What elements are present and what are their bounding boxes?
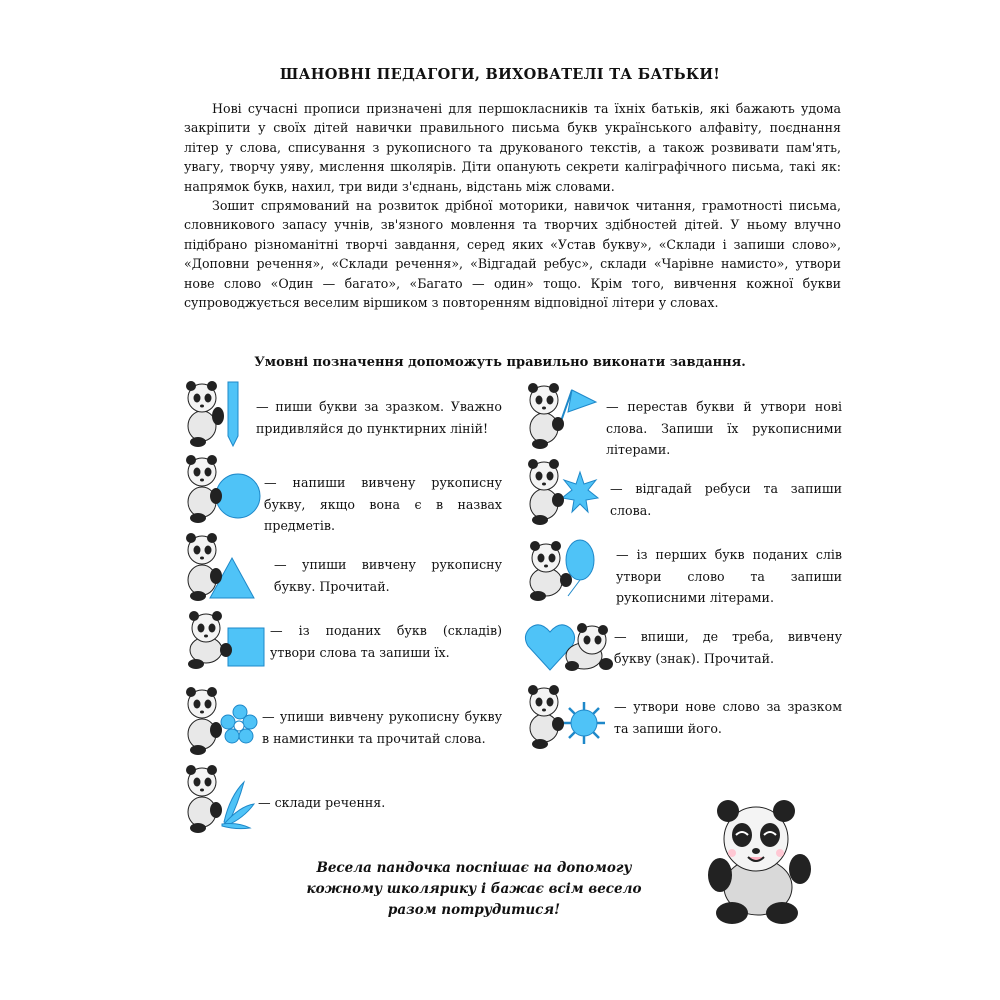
panda-with-sun-icon: [522, 684, 612, 750]
panda-with-pencil-icon: [180, 376, 250, 448]
page-title: ШАНОВНІ ПЕДАГОГИ, ВИХОВАТЕЛІ ТА БАТЬКИ!: [279, 66, 721, 83]
legend-text-flower: — упиши вивчену рукописну букву в намистинки та прочитай слова.: [262, 709, 502, 746]
panda-with-balloon-icon: [522, 534, 612, 606]
legend-text-circle: — напиши вивчену рукописну букву, якщо вона є в назвах предметів.: [264, 475, 502, 533]
footer-text: Весела пандочка поспішає на допомогу кожному школярику і бажає всім весело разом потрудитися!: [306, 860, 642, 918]
panda-with-triangle-icon: [180, 530, 270, 602]
panda-with-leaves-icon: [180, 762, 260, 834]
legend-text-star: — відгадай ребуси та запиши слова.: [610, 481, 842, 518]
legend-text-triangle: — упиши вивчену рукописну букву. Прочитай.: [274, 557, 502, 594]
legend-title: Умовні позначення допоможуть правильно виконати завдання.: [254, 355, 746, 370]
intro-paragraph-1: Нові сучасні прописи призначені для першокласників та їхніх батьків, які бажають удома закріпити у своїх дітей навички правильного письма букв українського алфавіту, поєднання літер у слова, списування з рукописного та друкованого текстів, а також розвивати пам'ять, увагу, творчу уяву, мислення школярів. Діти опанують секрети каліграфічного письма, такі як: напрямок букв, нахил, три види з'єднань, відстань між словами.: [184, 101, 841, 194]
big-panda-illustration: [692, 795, 822, 925]
legend-text-heart: — впиши, де треба, вивчену букву (знак). Прочитай.: [614, 629, 842, 666]
legend-text-leaves: — склади речення.: [258, 795, 386, 810]
panda-with-flag-icon: [522, 380, 602, 452]
intro-paragraph-2: Зошит спрямований на розвиток дрібної моторики, навичок читання, грамотності письма, словникового запасу учнів, зв'язного мовлення та творчих здібностей дітей. У ньому влучно підібрано різноманітні творчі завдання, серед яких «Устав букву», «Склади і запиши слово», «Доповни речення», «Склади речення», «Відгадай ребус», склади «Чарівне намисто», утвори нове слово «Один — багато», «Багато — один» тощо. Крім того, вивчення кожної букви супроводжується веселим віршиком з повторенням відповідної літери у словах.: [184, 198, 841, 311]
legend-text-square: — із поданих букв (складів) утвори слова та запиши їх.: [270, 623, 502, 660]
panda-with-heart-icon: [522, 616, 614, 676]
panda-with-star-icon: [522, 456, 602, 528]
legend-text-sun: — утвори нове слово за зразком та запиши його.: [614, 699, 842, 736]
intro-text: [184, 99, 841, 312]
legend-text-balloon: — із перших букв поданих слів утвори слово та запиши рукописними літерами.: [616, 547, 842, 605]
legend-text-pencil: — пиши букви за зразком. Уважно придивляйся до пунктирних ліній!: [256, 399, 502, 436]
legend-text-flag: — перестав букви й утвори нові слова. Запиши їх рукописними літерами.: [606, 399, 842, 457]
panda-with-circle-icon: [180, 452, 270, 524]
panda-with-square-icon: [180, 610, 270, 674]
panda-with-flower-icon: [180, 684, 270, 756]
